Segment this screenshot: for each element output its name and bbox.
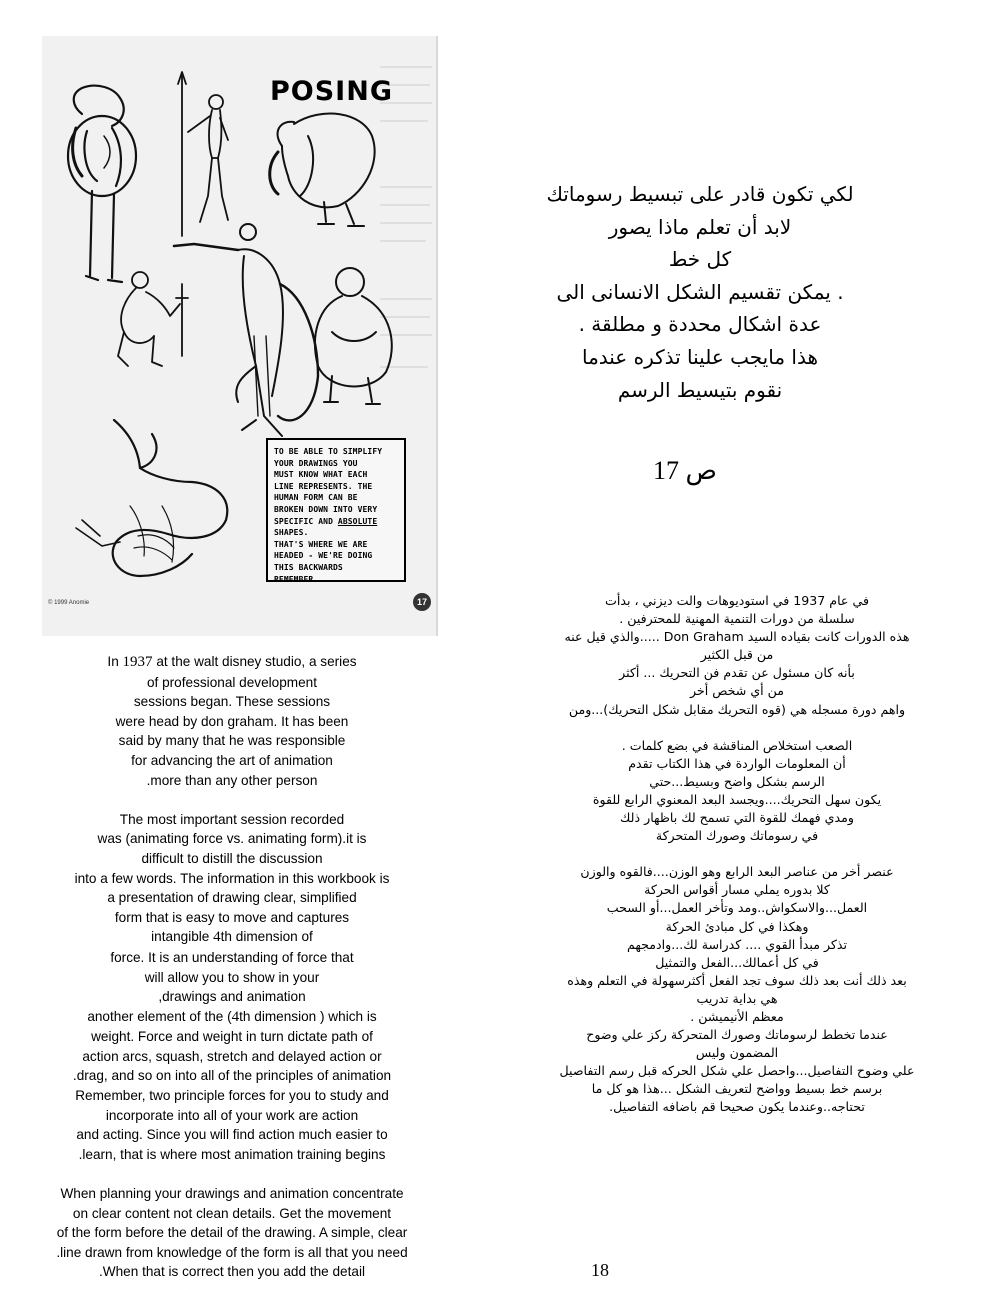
text-line: من أي شخص أخر	[689, 683, 785, 699]
text-line: The most important session recorded	[119, 811, 345, 827]
text-line: هي بداية تدريب	[696, 990, 778, 1006]
text-line: sessions began. These sessions	[133, 694, 331, 710]
sketch-diving-figure	[76, 420, 227, 576]
sketch-bent-figure	[68, 86, 136, 282]
text-line: form that is easy to move and captures	[114, 909, 350, 925]
text-line: كلا بدوره يملي مسار أقواس الحركة	[644, 882, 830, 898]
text-line: ومدي فهمك للقوة التي تسمح لك باظهار ذلك	[620, 810, 854, 826]
text-line: Remember, two principle forces for you to study and	[75, 1088, 389, 1104]
caption-line: BROKEN DOWN INTO VERY	[274, 504, 378, 514]
text-line: force. It is an understanding of force that	[110, 949, 354, 965]
text-line: When planning your drawings and animation concentrate	[60, 1186, 404, 1202]
page-reference: ص 17	[653, 456, 717, 485]
sketch-pointing-figure	[174, 224, 318, 436]
text-line: action arcs, squash, stretch and delayed action or	[82, 1048, 382, 1064]
text-line: incorporate into all of your work are action	[105, 1107, 359, 1123]
page-number: 18	[591, 1260, 609, 1280]
text-line: عنصر أخر من عناصر البعد الرابع وهو الوزن....فالقوه والوزن	[580, 864, 894, 880]
comic-caption-box	[266, 438, 406, 582]
caption-line: THAT'S WHERE WE ARE	[274, 539, 368, 549]
text-line: weight. Force and weight in turn dictate path of	[91, 1029, 373, 1045]
english-paragraph	[22, 1184, 442, 1282]
text-line: عندما تخطط لرسوماتك وصورك المتحركة ركز علي وضوح	[586, 1027, 888, 1043]
arabic-heading-line: هذا مايجب علينا تذكره عندما	[581, 344, 819, 369]
caption-line: HUMAN FORM CAN BE	[274, 493, 358, 503]
text-line: into a few words. The information in this workbook is	[74, 870, 390, 886]
text-line: بأنه كان مسئول عن تقدم فن التحريك ... أكثر	[619, 665, 855, 681]
text-line: علي وضوح التفاصيل...واحصل علي شكل الحركه قبل رسم التفاصيل	[559, 1063, 915, 1079]
text-line: .When that is correct then you add the detail	[99, 1264, 365, 1280]
text-line: were head by don graham. It has been	[115, 713, 349, 729]
arabic-paragraph	[512, 863, 962, 1116]
text-line: a presentation of drawing clear, simplified	[107, 890, 357, 906]
text-line: of professional development	[146, 674, 318, 690]
sketch-round-figure	[315, 268, 392, 404]
text-line: في رسوماتك وصورك المتحركة	[655, 828, 819, 844]
text-line: difficult to distill the discussion	[141, 850, 323, 866]
caption-line: YOUR DRAWINGS YOU	[274, 458, 358, 468]
text-line: تحتاجه..وعندما يكون صحيحا قم باضافه التفاصيل.	[609, 1099, 865, 1115]
text-line: intangible 4th dimension of	[151, 929, 313, 946]
text-line: ,drawings and animation	[158, 989, 306, 1005]
text-line: من قبل الكثير	[700, 647, 774, 663]
dimension-number: 4	[213, 929, 221, 946]
caption-line: TO BE ABLE TO SIMPLIFY	[274, 447, 383, 456]
text-line: أن المعلومات الواردة في هذا الكتاب تقدم	[628, 755, 846, 771]
text-line: يكون سهل التحريك....ويجسد البعد المعنوي الرابع للقوة	[592, 791, 882, 807]
caption-line: SPECIFIC AND	[274, 516, 333, 526]
arabic-heading-line: عدة اشكال محددة و مطلقة .	[578, 312, 822, 337]
caption-line: MUST KNOW WHAT EACH	[274, 470, 368, 480]
text-line: of the form before the detail of the drawing. A simple, clear	[56, 1225, 408, 1241]
caption-line: LINE REPRESENTS. THE	[274, 481, 373, 491]
text-line: وهكذا في كل مبادئ الحركة	[665, 918, 809, 934]
english-paragraph	[22, 810, 442, 1165]
arabic-heading-line: نقوم بتيسيط الرسم	[617, 377, 783, 402]
text-line: for advancing the art of animation	[131, 752, 333, 768]
english-paragraph	[22, 652, 442, 790]
text-line: .line drawn from knowledge of the form is all that you need	[56, 1244, 408, 1260]
caption-line: THIS BACKWARDS	[274, 562, 343, 572]
comic-title: POSING	[270, 76, 393, 107]
text-line: another element of the (4th dimension ) which is	[87, 1008, 377, 1025]
text-line: was (animating force vs. animating form).it is	[97, 831, 367, 847]
text-line: .more than any other person	[146, 772, 318, 788]
scanned-comic-page	[42, 36, 438, 636]
text-line: .learn, that is where most animation training begins	[78, 1146, 386, 1162]
arabic-paragraph	[512, 737, 962, 846]
text-line: said by many that he was responsible	[118, 733, 346, 749]
arabic-heading-line: لكي تكون قادر على تبسيط رسوماتك	[546, 182, 854, 206]
text-line: واهم دورة مسجله هي (قوه التحريك مقابل شكل التحريك)...ومن	[568, 701, 906, 717]
text-line: برسم خط بسيط وواضح لتعريف الشكل ...هذا هو كل ما	[591, 1081, 883, 1097]
arabic-heading-line: لابد أن تعلم ماذا يصور	[608, 214, 792, 239]
english-body-text	[22, 652, 442, 1282]
sketch-hunched-figure	[270, 114, 375, 226]
text-line: In 1937 at the walt disney studio, a series	[107, 654, 357, 670]
year-number: 1937	[122, 654, 153, 670]
text-line: معظم الأنيميشن .	[690, 1008, 784, 1024]
text-line: الصعب استخلاص المناقشة في بضع كلمات .	[621, 737, 853, 753]
text-line: .drag, and so on into all of the principles of animation	[72, 1068, 392, 1084]
caption-line: REMEMBER.	[274, 574, 319, 584]
text-line: في كل أعمالك...الفعل والتمثيل	[655, 954, 819, 970]
text-line: and acting. Since you will find action much easier to	[76, 1127, 388, 1143]
text-line: الرسم بشكل واضح وبسيط...حتي	[649, 773, 825, 789]
copyright-notice: © 1999 Anomie	[48, 600, 90, 606]
caption-line: SHAPES.	[274, 528, 309, 538]
arabic-heading-line: . يمكن تقسيم الشكل الانسانى الى	[556, 279, 844, 304]
sketch-spear-figure	[178, 72, 228, 236]
arabic-paragraph	[512, 592, 962, 719]
text-line: المضمون وليس	[695, 1045, 779, 1061]
text-line: تذكر مبدأ القوي .... كدراسة لك...وادمجهم	[626, 936, 847, 952]
text-line: في عام 1937 في استوديوهات والت ديزني ، بدأت	[605, 593, 869, 608]
text-line: سلسلة من دورات التنمية المهنية للمحترفين .	[619, 611, 855, 627]
sketch-crouching-figure	[118, 272, 188, 366]
arabic-body-text	[512, 592, 962, 1135]
text-line: will allow you to show in your	[144, 969, 320, 985]
text-line: هذه الدورات كانت بقياده السيد Don Graham .....والذي قيل عنه	[564, 629, 910, 645]
arabic-heading	[500, 178, 900, 406]
comic-page-badge: 17	[413, 593, 431, 611]
text-line: on clear content not clean details. Get the movement	[72, 1205, 392, 1221]
arabic-heading-line: كل خط	[668, 247, 732, 272]
caption-line: HEADED - WE'RE DOING	[274, 551, 373, 561]
text-line: بعد ذلك أنت بعد ذلك سوف تجد الفعل أكثرسهولة في التعلم وهذه	[567, 972, 907, 988]
dimension-number: 4	[231, 1008, 240, 1025]
caption-underlined-word: ABSOLUTE	[337, 516, 378, 526]
text-line: العمل...والاسكواش..ومد وتأخر العمل...أو السحب	[606, 900, 868, 916]
